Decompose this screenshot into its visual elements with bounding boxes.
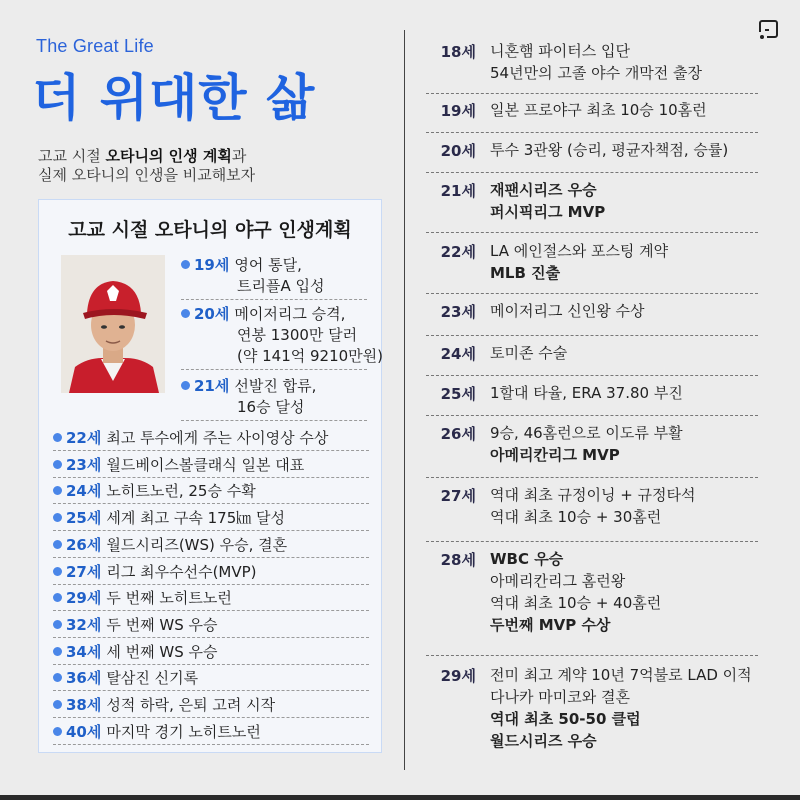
timeline-row — [426, 135, 758, 173]
intro-line-2: 실제 오타니의 인생을 비교해보자 — [38, 166, 256, 184]
timeline-text: 1할대 타율, ERA 37.80 부진 — [490, 384, 683, 402]
intro-text — [38, 147, 255, 185]
timeline-age: 25세 — [440, 385, 476, 403]
timeline-text: 퍼시픽리그 MVP — [490, 203, 606, 221]
timeline-text: WBC 우승 — [490, 550, 564, 568]
timeline-row — [426, 378, 758, 416]
plan-text: 세 번째 WS 우승 — [106, 642, 218, 661]
plan-age: 25세 — [66, 509, 102, 528]
bullet-icon — [53, 540, 62, 549]
plan-item — [181, 304, 384, 370]
timeline-age: 26세 — [440, 425, 476, 443]
bullet-icon — [53, 486, 62, 495]
plan-item — [181, 376, 367, 421]
plan-text: 영어 통달, — [234, 256, 302, 274]
timeline-row — [426, 296, 758, 336]
player-portrait-icon — [61, 255, 165, 393]
timeline-text: 투수 3관왕 (승리, 평균자책점, 승률) — [490, 141, 729, 159]
timeline-age: 28세 — [440, 551, 476, 569]
plan-age: 27세 — [66, 562, 102, 581]
timeline-row — [426, 544, 758, 656]
plan-item — [53, 613, 369, 638]
plan-text: 리그 최우수선수(MVP) — [106, 562, 257, 581]
intro-part-c: 과 — [231, 147, 247, 165]
plan-text: 트리플A 입성 — [237, 277, 325, 295]
bullet-icon — [53, 620, 62, 629]
plan-text: (약 141억 9210만원) — [237, 347, 384, 365]
timeline-text: 월드시리즈 우승 — [490, 732, 597, 750]
plan-text: 연봉 1300만 달러 — [237, 326, 358, 344]
plan-box — [38, 199, 382, 753]
plan-text: 탈삼진 신기록 — [106, 669, 199, 688]
plan-item — [181, 255, 367, 300]
bullet-icon — [53, 700, 62, 709]
timeline-text: 역대 최초 50-50 클럽 — [490, 710, 641, 728]
timeline-age: 23세 — [440, 303, 476, 321]
bullet-icon — [181, 309, 190, 318]
timeline-text: 역대 최초 10승 + 30홈런 — [490, 508, 662, 526]
plan-text: 16승 달성 — [237, 398, 305, 416]
bullet-icon — [53, 647, 62, 656]
plan-text: 노히트노런, 25승 수확 — [106, 482, 256, 501]
timeline-age: 20세 — [440, 142, 476, 160]
plan-text: 두 번째 노히트노런 — [106, 589, 232, 608]
bullet-icon — [53, 727, 62, 736]
timeline-age: 29세 — [440, 667, 476, 685]
timeline-age: 27세 — [440, 487, 476, 505]
plan-title: 고교 시절 오타니의 야구 인생계획 — [68, 219, 352, 241]
timeline-text: 아메리칸리그 MVP — [490, 446, 620, 464]
timeline-row — [426, 95, 758, 133]
plan-item — [53, 426, 369, 451]
timeline-text: 역대 최초 10승 + 40홈런 — [490, 594, 662, 612]
plan-age: 22세 — [66, 429, 102, 447]
plan-age: 23세 — [66, 455, 102, 474]
timeline-text: 니혼햄 파이터스 입단 — [490, 42, 630, 60]
timeline-text: 재팬시리즈 우승 — [490, 181, 597, 199]
page-title: 더 위대한 삶 — [32, 69, 316, 127]
bullet-icon — [181, 381, 190, 390]
plan-text: 세계 최고 구속 175㎞ 달성 — [106, 509, 285, 528]
timeline-text: 아메리칸리그 홈런왕 — [490, 572, 626, 590]
plan-text: 월드시리즈(WS) 우승, 결혼 — [106, 535, 288, 554]
plan-item — [53, 720, 369, 745]
plan-item — [53, 560, 369, 585]
plan-item — [53, 453, 369, 478]
bullet-icon — [53, 433, 62, 442]
plan-age: 20세 — [194, 305, 230, 323]
bottom-border — [0, 795, 800, 800]
plan-age: 26세 — [66, 535, 102, 554]
timeline-row — [426, 418, 758, 478]
timeline-text: 다나카 마미코와 결혼 — [490, 688, 630, 706]
bullet-icon — [53, 567, 62, 576]
plan-age: 38세 — [66, 696, 102, 714]
timeline-text: LA 에인절스와 포스팅 계약 — [490, 242, 669, 260]
timeline-text: 두번째 MVP 수상 — [490, 616, 611, 634]
subtitle-english: The Great Life — [36, 36, 154, 56]
bullet-icon — [53, 673, 62, 682]
plan-text: 성적 하락, 은퇴 고려 시작 — [106, 696, 276, 714]
plan-item — [53, 693, 369, 718]
plan-item — [53, 666, 369, 691]
timeline-row — [426, 660, 758, 770]
plan-text: 마지막 경기 노히트노런 — [106, 722, 261, 741]
timeline-text: 일본 프로야구 최초 10승 10홈런 — [490, 101, 707, 119]
intro-part-b: 오타니의 인생 계획 — [105, 147, 232, 165]
intro-part-a: 고교 시절 — [38, 147, 106, 165]
plan-age: 32세 — [66, 615, 102, 634]
plan-age: 40세 — [66, 722, 102, 741]
timeline-age: 18세 — [440, 43, 476, 61]
plan-text: 메이저리그 승격, — [234, 305, 346, 323]
plan-item — [53, 533, 369, 558]
column-divider — [404, 30, 405, 770]
timeline-text: 토미존 수술 — [490, 344, 568, 362]
plan-age: 24세 — [66, 482, 102, 501]
timeline-text: MLB 진출 — [490, 264, 561, 282]
timeline-age: 21세 — [440, 182, 476, 200]
timeline-row — [426, 236, 758, 294]
plan-item — [53, 640, 369, 665]
timeline-text: 역대 최초 규정이닝 + 규정타석 — [490, 486, 696, 504]
bullet-icon — [53, 460, 62, 469]
plan-item — [53, 479, 369, 504]
plan-text: 월드베이스볼클래식 일본 대표 — [106, 455, 305, 474]
plan-item — [53, 506, 369, 531]
timeline-row — [426, 175, 758, 233]
timeline-age: 22세 — [440, 243, 476, 261]
timeline-text: 메이저리그 신인왕 수상 — [490, 302, 645, 320]
timeline-row — [426, 480, 758, 542]
plan-text: 최고 투수에게 주는 사이영상 수상 — [106, 429, 329, 447]
timeline-row — [426, 338, 758, 376]
share-screen-icon[interactable] — [757, 18, 781, 42]
timeline-row — [426, 36, 758, 94]
bullet-icon — [53, 593, 62, 602]
plan-age: 36세 — [66, 669, 102, 688]
plan-age: 29세 — [66, 589, 102, 608]
plan-item — [53, 586, 369, 611]
bullet-icon — [53, 513, 62, 522]
timeline-age: 19세 — [440, 102, 476, 120]
plan-text: 선발진 합류, — [234, 377, 317, 395]
plan-age: 19세 — [194, 256, 230, 274]
plan-age: 21세 — [194, 377, 230, 395]
timeline-text: 54년만의 고졸 야수 개막전 출장 — [490, 64, 703, 82]
timeline-text: 9승, 46홈런으로 이도류 부활 — [490, 424, 683, 442]
bullet-icon — [181, 260, 190, 269]
plan-age: 34세 — [66, 642, 102, 661]
timeline-text: 전미 최고 계약 10년 7억불로 LAD 이적 — [490, 666, 752, 684]
timeline-age: 24세 — [440, 345, 476, 363]
plan-text: 두 번째 WS 우승 — [106, 615, 218, 634]
